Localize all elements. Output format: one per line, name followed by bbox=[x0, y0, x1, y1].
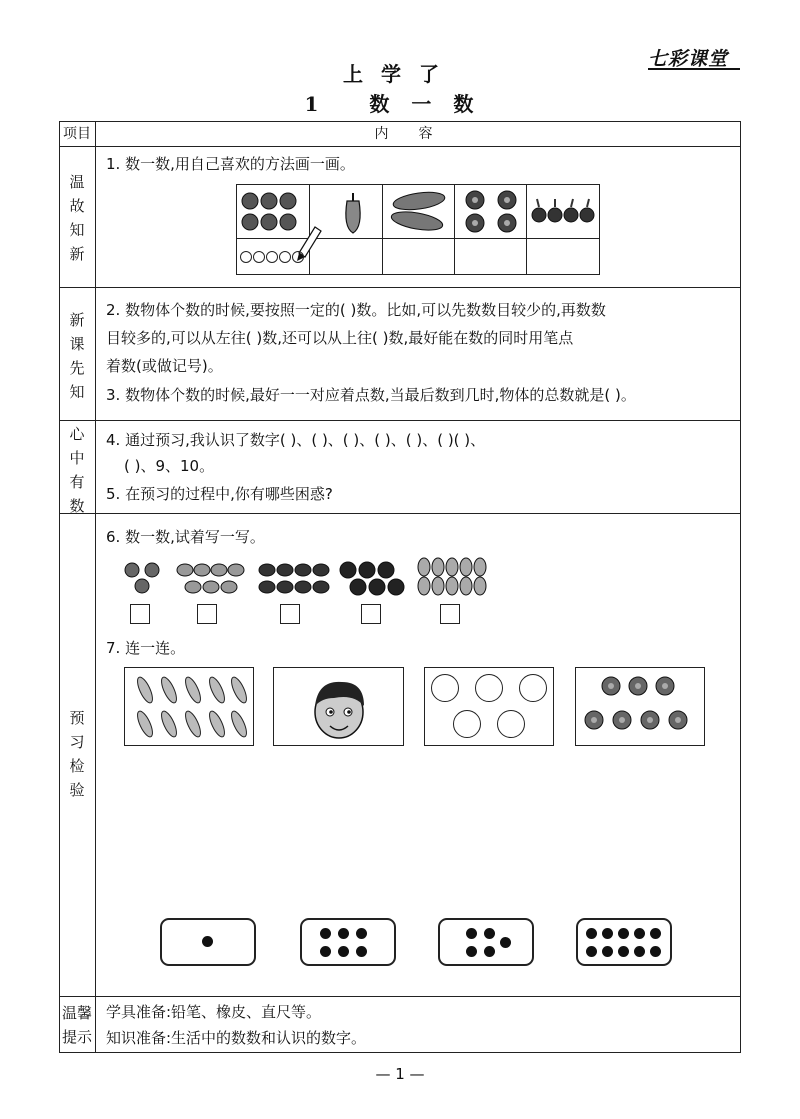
answer-box[interactable] bbox=[440, 604, 460, 624]
question-6: 6. 数一数,试着写一写。 bbox=[106, 528, 265, 546]
crab-group-icon bbox=[257, 560, 329, 596]
label-tips-line1: 温馨 bbox=[61, 1004, 92, 1022]
rose-group-icon bbox=[576, 668, 706, 747]
label-new-lesson: 新 课 先 知 bbox=[69, 311, 85, 401]
flower-group-icon bbox=[122, 560, 166, 596]
question-4-line1: 4. 通过预习,我认识了数字( )、( )、( )、( )、( )、( )( )、 bbox=[106, 431, 486, 449]
row-divider bbox=[59, 146, 741, 147]
pear-group-icon bbox=[416, 556, 486, 596]
dot-card-6[interactable] bbox=[300, 918, 396, 966]
answer-box[interactable] bbox=[130, 604, 150, 624]
pepper-icon bbox=[325, 187, 385, 237]
page-number: — 1 — bbox=[375, 1065, 425, 1083]
answer-box[interactable] bbox=[280, 604, 300, 624]
sunflower-group-icon bbox=[457, 187, 527, 237]
boy-face-icon bbox=[274, 668, 405, 747]
dot bbox=[618, 946, 629, 957]
counting-table bbox=[236, 184, 600, 275]
lesson-title: 1 数一数 bbox=[304, 92, 496, 116]
dot-card-1[interactable] bbox=[160, 918, 256, 966]
dot-card-10[interactable] bbox=[576, 918, 672, 966]
question-7: 7. 连一连。 bbox=[106, 639, 186, 657]
question-3: 3. 数物体个数的时候,最好一一对应着点数,当最后数到几时,物体的总数就是( )。 bbox=[106, 386, 636, 404]
answer-box[interactable] bbox=[197, 604, 217, 624]
feather-group-icon bbox=[125, 668, 255, 747]
row-divider bbox=[59, 513, 741, 514]
answer-ring bbox=[279, 251, 291, 263]
dot bbox=[650, 946, 661, 957]
dot bbox=[634, 946, 645, 957]
answer-ring bbox=[266, 251, 278, 263]
label-tips-line2: 提示 bbox=[61, 1028, 92, 1046]
question-1: 1. 数一数,用自己喜欢的方法画一画。 bbox=[106, 155, 355, 173]
tip-knowledge: 知识准备:生活中的数数和认识的数字。 bbox=[106, 1029, 367, 1047]
answer-ring bbox=[253, 251, 265, 263]
dot bbox=[356, 928, 367, 939]
dot bbox=[320, 928, 331, 939]
face-picture[interactable] bbox=[273, 667, 404, 746]
circle-shape bbox=[475, 674, 503, 702]
question-5: 5. 在预习的过程中,你有哪些困惑? bbox=[106, 485, 333, 503]
label-review: 温 故 知 新 bbox=[69, 173, 85, 263]
circle-shape bbox=[497, 710, 525, 738]
answer-ring bbox=[292, 251, 304, 263]
dot bbox=[466, 928, 477, 939]
apple-group-icon bbox=[338, 560, 406, 596]
dot bbox=[602, 946, 613, 957]
question-2-line2: 目较多的,可以从左往( )数,还可以从上往( )数,最好能在数的同时用笔点 bbox=[106, 329, 574, 347]
question-2-line1: 2. 数物体个数的时候,要按照一定的( )数。比如,可以先数数目较少的,再数数 bbox=[106, 301, 606, 319]
row-divider bbox=[59, 420, 741, 421]
dot-card-5[interactable] bbox=[438, 918, 534, 966]
dot bbox=[586, 946, 597, 957]
feather-picture[interactable] bbox=[124, 667, 254, 746]
circle-shape bbox=[453, 710, 481, 738]
brand-logo-text: 七彩课堂 bbox=[648, 48, 729, 70]
tip-tools: 学具准备:铅笔、橡皮、直尺等。 bbox=[106, 1003, 322, 1021]
circle-shape bbox=[431, 674, 459, 702]
rose-picture[interactable] bbox=[575, 667, 705, 746]
answer-ring bbox=[240, 251, 252, 263]
dot bbox=[484, 946, 495, 957]
cucumber-group-icon bbox=[385, 187, 455, 237]
dot bbox=[650, 928, 661, 939]
label-preview-test: 预 习 检 验 bbox=[69, 709, 85, 799]
cabbage-group-icon bbox=[175, 560, 245, 596]
dot bbox=[202, 936, 213, 947]
dot bbox=[338, 928, 349, 939]
dot bbox=[356, 946, 367, 957]
dot bbox=[466, 946, 477, 957]
label-tips bbox=[59, 1001, 95, 1049]
circle-shape bbox=[519, 674, 547, 702]
question-4-line2: ( )、9、10。 bbox=[124, 457, 215, 475]
dot bbox=[618, 928, 629, 939]
unit-title: 上学了 bbox=[343, 62, 457, 86]
header-item: 项目 bbox=[63, 126, 91, 142]
label-self-check: 心 中 有 数 bbox=[69, 425, 85, 515]
column-divider bbox=[95, 121, 96, 1053]
row-divider bbox=[59, 287, 741, 288]
question-2-line3: 着数(或做记号)。 bbox=[106, 357, 223, 375]
dot bbox=[586, 928, 597, 939]
dot bbox=[602, 928, 613, 939]
answer-box[interactable] bbox=[361, 604, 381, 624]
circles-picture[interactable] bbox=[424, 667, 554, 746]
dot bbox=[500, 937, 511, 948]
dot bbox=[484, 928, 495, 939]
header-content: 内容 bbox=[374, 126, 463, 142]
dot bbox=[338, 946, 349, 957]
row-divider bbox=[59, 996, 741, 997]
radish-group-icon bbox=[527, 187, 601, 237]
dot bbox=[634, 928, 645, 939]
dot bbox=[320, 946, 331, 957]
